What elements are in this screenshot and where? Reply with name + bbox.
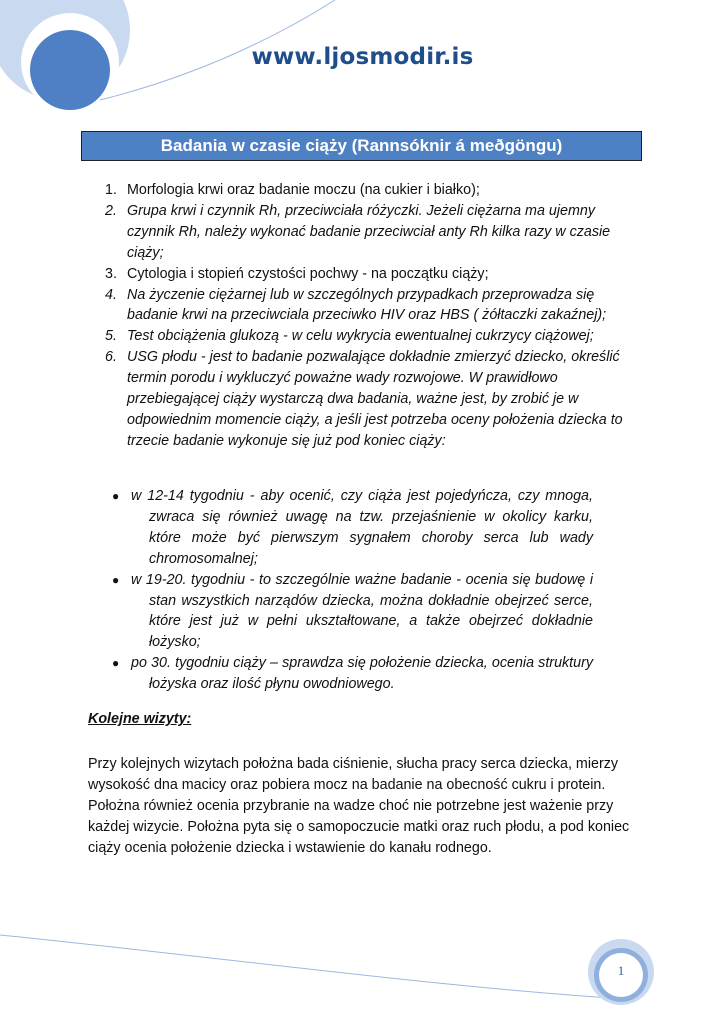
list-item-text: Cytologia i stopień czystości pochwy - na początku ciąży; — [127, 265, 489, 282]
list-item-text: Test obciążenia glukozą - w celu wykrycia ewentualnej cukrzycy ciążowej; — [127, 328, 594, 345]
list-item — [100, 285, 640, 327]
ultrasound-bullet-list — [112, 486, 593, 695]
list-item-text: Morfologia krwi oraz badanie moczu (na cukier i białko); — [127, 182, 480, 198]
list-number: 5. — [105, 328, 117, 345]
footer-swoosh-line — [0, 935, 610, 998]
bullet-dot-icon: ● — [112, 572, 120, 587]
site-url[interactable] — [0, 44, 725, 70]
list-number: 6. — [105, 349, 117, 366]
bullet-dot-icon: ● — [112, 656, 120, 671]
list-item-text: USG płodu - jest to badanie pozwalające dokładnie zmierzyć dziecko, określić termin porodu i wykluczyć poważne wady rozwojowe. W prawidłowo przebiegającej ciąży wystarczą dwa badania, ważne jest, by zrobić je w odpowiednim momencie ciąży, a jeśli jest potrzeba oceny położenia dziecka to trzecie badanie wykonuje się już pod koniec ciąży: — [127, 349, 623, 449]
list-number: 2. — [105, 202, 117, 219]
bullet-item — [112, 570, 593, 654]
bullet-item-text: w 19-20. tygodniu - to szczególnie ważne badanie - ocenia się budowę i stan wszystkich narządów dziecka, można dokładnie obejrzeć serce, które jest już w pełni ukształtowane, a także obejrzeć dokładnie łożysko; — [131, 571, 593, 651]
header-circle-inner — [30, 30, 110, 110]
list-item-text: Na życzenie ciężarnej lub w szczególnych przypadkach przeprowadza się badanie krwi na przeciwciala przeciwko HIV oraz HBS ( żółtaczki zakaźnej); — [127, 286, 607, 324]
page-number: 1 — [617, 963, 625, 978]
bullet-item-text: po 30. tygodniu ciąży – sprawdza się położenie dziecka, ocenia struktury łożyska oraz ilość płynu owodniowego. — [131, 655, 593, 693]
exam-list — [100, 180, 640, 452]
body-paragraph: Przy kolejnych wizytach położna bada ciśnienie, słucha pracy serca dziecka, mierzy wysokość dna macicy oraz pobiera mocz na badanie na obecność cukru i protein. Położna również ocenia przybranie na wadze choć nie potrzebne jest ważenie przy każdej wizycie. Położna pyta się o samopoczucie matki oraz ruch płodu, a pod koniec ciąży ocenia położenie dziecka i wstawienie do kanału rodnego. — [88, 756, 630, 856]
page-title: Badania w czasie ciąży (Rannsóknir á meðgöngu) — [81, 131, 642, 161]
site-url-text: www.ljosmodir.is — [251, 44, 474, 70]
list-number: 4. — [105, 286, 117, 303]
list-item — [100, 264, 640, 285]
list-number: 3. — [105, 265, 117, 282]
bullet-item-text: w 12-14 tygodniu - aby ocenić, czy ciąża jest pojedyńcza, czy mnoga, zwraca się również uwagę na tzw. przejaśnienie w okolicy karku, które może być pierwszym sygnałem choroby serca lub wady chromosomalnej; — [131, 488, 593, 567]
list-number: 1. — [105, 182, 117, 198]
subheading: Kolejne wizyty: — [88, 711, 192, 727]
bullet-item — [112, 486, 593, 570]
list-item-text: Grupa krwi i czynnik Rh, przeciwciała różyczki. Jeżeli ciężarna ma ujemny czynnik Rh, należy wykonać badanie przeciwciał anty Rh kilka razy w czasie ciąży; — [127, 202, 611, 261]
list-item — [100, 180, 640, 201]
list-item — [100, 347, 640, 452]
bullet-dot-icon: ● — [112, 489, 120, 503]
bullet-item — [112, 653, 593, 695]
list-item — [100, 326, 640, 347]
list-item — [100, 201, 640, 264]
